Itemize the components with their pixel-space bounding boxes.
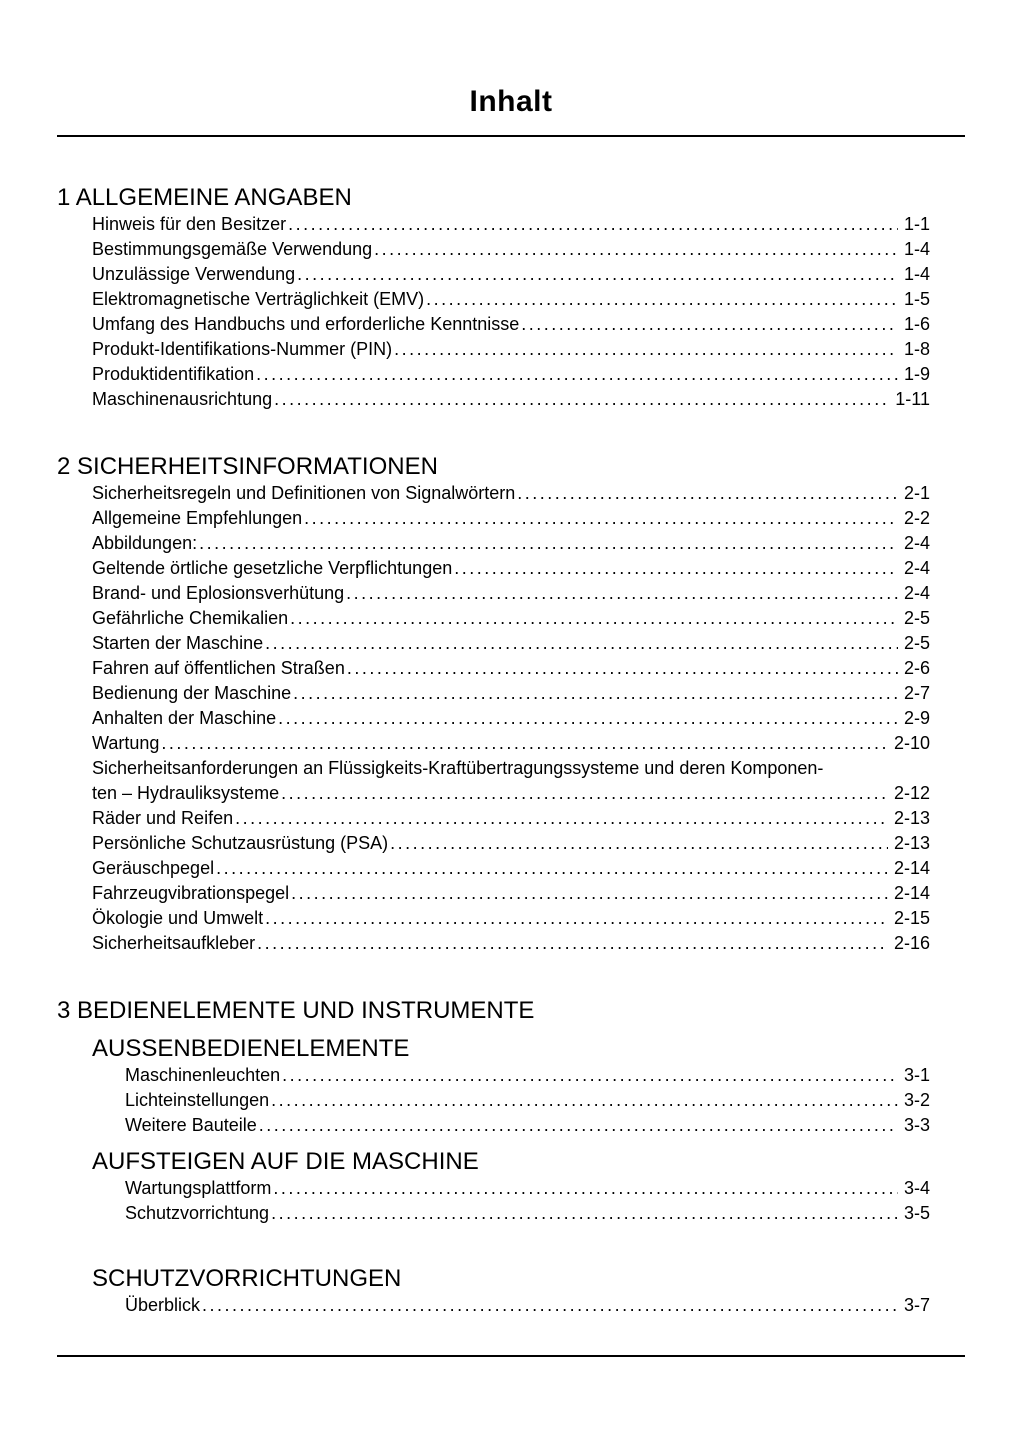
dot-leader <box>454 556 898 581</box>
toc-entry-label: Allgemeine Empfehlungen <box>92 508 303 528</box>
toc-entry <box>92 681 930 706</box>
toc-entry-label: Bedienung der Maschine <box>92 683 292 703</box>
title-divider <box>57 135 965 137</box>
toc-entry <box>92 906 930 931</box>
toc-entry-page: 2-12 <box>893 783 930 803</box>
toc-entry-label: Wartung <box>92 733 160 753</box>
dot-leader <box>265 631 898 656</box>
toc-entry-page: 2-15 <box>893 908 930 928</box>
dot-leader <box>394 337 898 362</box>
dot-leader <box>293 681 898 706</box>
dot-leader <box>282 1063 898 1088</box>
toc-entry-page: 2-14 <box>893 858 930 878</box>
dot-leader <box>265 906 888 931</box>
subsection-heading: AUSSENBEDIENELEMENTE <box>92 1035 410 1062</box>
dot-leader <box>346 581 898 606</box>
toc-entry <box>125 1201 930 1226</box>
toc-entry <box>92 631 930 656</box>
toc-entry-page: 2-5 <box>903 633 930 653</box>
dot-leader <box>271 1201 898 1226</box>
toc-entry-page: 2-2 <box>903 508 930 528</box>
toc-entry-label: Gefährliche Chemikalien <box>92 608 289 628</box>
dot-leader <box>304 506 898 531</box>
toc-entry-page: 2-13 <box>893 833 930 853</box>
toc-entry-page: 1-1 <box>903 214 930 234</box>
toc-entry-label: Starten der Maschine <box>92 633 264 653</box>
toc-entry-label: Fahren auf öffentlichen Straßen <box>92 658 345 678</box>
dot-leader <box>297 262 898 287</box>
dot-leader <box>288 212 898 237</box>
toc-entry-label: Sicherheitsanforderungen an Flüssigkeits-Kraftübertragungssysteme und deren Komponen- <box>92 758 824 778</box>
dot-leader <box>259 1113 898 1138</box>
toc-entry <box>125 1063 930 1088</box>
toc-entry-page: 2-4 <box>903 558 930 578</box>
toc-entry <box>92 237 930 262</box>
toc-entry-page: 1-11 <box>895 389 930 409</box>
toc-entry-label: Produktidentifikation <box>92 364 255 384</box>
dot-leader <box>216 856 888 881</box>
toc-entry <box>92 731 930 756</box>
toc-entry-label: Fahrzeugvibrationspegel <box>92 883 290 903</box>
dot-leader <box>521 312 898 337</box>
toc-entry-label: Geräuschpegel <box>92 858 215 878</box>
toc-entry-page: 2-14 <box>893 883 930 903</box>
toc-entry <box>125 1293 930 1318</box>
toc-entry-label: Überblick <box>125 1295 201 1315</box>
subsection-heading: SCHUTZVORRICHTUNGEN <box>92 1265 402 1292</box>
toc-entry-page: 1-6 <box>903 314 930 334</box>
dot-leader <box>256 362 898 387</box>
dot-leader <box>202 1293 898 1318</box>
toc-entry-page: 3-1 <box>903 1065 930 1085</box>
toc-entry-label: Maschinenausrichtung <box>92 389 273 409</box>
toc-entries <box>125 1063 965 1138</box>
toc-entry <box>92 556 930 581</box>
toc-entry-label: Bestimmungsgemäße Verwendung <box>92 239 373 259</box>
toc-entry-page: 1-8 <box>903 339 930 359</box>
toc-entry <box>92 656 930 681</box>
toc-entry-label: Umfang des Handbuchs und erforderliche Kenntnisse <box>92 314 520 334</box>
toc-entries <box>92 481 965 956</box>
dot-leader <box>274 387 889 412</box>
toc-entry-page: 2-7 <box>903 683 930 703</box>
toc-entry <box>92 531 930 556</box>
toc-entry <box>92 387 930 412</box>
toc-entry <box>92 856 930 881</box>
toc-entry <box>92 606 930 631</box>
dot-leader <box>374 237 898 262</box>
table-of-contents <box>57 183 965 1318</box>
dot-leader <box>161 731 888 756</box>
dot-leader <box>273 1176 898 1201</box>
toc-entry-page: 1-4 <box>903 239 930 259</box>
toc-entry-label: Wartungsplattform <box>125 1178 272 1198</box>
toc-entry-label: Brand- und Eplosionsverhütung <box>92 583 345 603</box>
toc-entry-label: Geltende örtliche gesetzliche Verpflichtungen <box>92 558 453 578</box>
toc-entry <box>92 312 930 337</box>
toc-entry-label: ten – Hydrauliksysteme <box>92 783 280 803</box>
toc-entry-page: 3-2 <box>903 1090 930 1110</box>
toc-entry <box>125 1113 930 1138</box>
toc-entry-label: Abbildungen: <box>92 533 198 553</box>
toc-entry <box>92 581 930 606</box>
toc-entry-label: Schutzvorrichtung <box>125 1203 270 1223</box>
toc-entry <box>92 931 930 956</box>
toc-entries <box>92 212 965 412</box>
toc-entry-page: 3-5 <box>903 1203 930 1223</box>
toc-entry-label: Sicherheitsregeln und Definitionen von Signalwörtern <box>92 483 516 503</box>
toc-entry <box>92 756 930 781</box>
toc-entry-page: 3-7 <box>903 1295 930 1315</box>
toc-entry <box>92 781 930 806</box>
toc-entry <box>92 831 930 856</box>
dot-leader <box>290 606 898 631</box>
toc-entry <box>92 262 930 287</box>
toc-entry-page: 2-4 <box>903 583 930 603</box>
toc-entry-page: 1-4 <box>903 264 930 284</box>
toc-entries <box>125 1293 965 1318</box>
toc-entry <box>92 212 930 237</box>
toc-entry-page: 2-10 <box>893 733 930 753</box>
toc-entry <box>92 506 930 531</box>
dot-leader <box>235 806 888 831</box>
toc-entry-page: 1-9 <box>903 364 930 384</box>
toc-entry-label: Anhalten der Maschine <box>92 708 277 728</box>
toc-entry-page: 2-4 <box>903 533 930 553</box>
toc-entry-label: Maschinenleuchten <box>125 1065 281 1085</box>
dot-leader <box>390 831 888 856</box>
dot-leader <box>278 706 898 731</box>
toc-entry-label: Persönliche Schutzausrüstung (PSA) <box>92 833 389 853</box>
dot-leader <box>517 481 898 506</box>
section-heading: 2 SICHERHEITSINFORMATIONEN <box>57 453 438 480</box>
toc-entry-page: 1-5 <box>903 289 930 309</box>
page-title: Inhalt <box>469 85 553 118</box>
toc-entry-label: Lichteinstellungen <box>125 1090 270 1110</box>
section-heading: 1 ALLGEMEINE ANGABEN <box>57 184 352 211</box>
subsection-heading: AUFSTEIGEN AUF DIE MASCHINE <box>92 1148 479 1175</box>
dot-leader <box>281 781 888 806</box>
toc-entry-label: Ökologie und Umwelt <box>92 908 264 928</box>
toc-entry-label: Sicherheitsaufkleber <box>92 933 256 953</box>
dot-leader <box>271 1088 898 1113</box>
dot-leader <box>291 881 888 906</box>
toc-entry-label: Unzulässige Verwendung <box>92 264 296 284</box>
toc-entry <box>92 881 930 906</box>
toc-entry <box>92 362 930 387</box>
toc-entry <box>92 706 930 731</box>
dot-leader <box>347 656 898 681</box>
toc-entry <box>92 806 930 831</box>
toc-entry-page: 3-3 <box>903 1115 930 1135</box>
toc-section <box>57 452 965 956</box>
toc-entry-label: Weitere Bauteile <box>125 1115 257 1135</box>
toc-entry-label: Produkt-Identifikations-Nummer (PIN) <box>92 339 393 359</box>
toc-entry-page: 2-1 <box>903 483 930 503</box>
toc-entry <box>125 1176 930 1201</box>
toc-entry-page: 2-16 <box>893 933 930 953</box>
toc-section <box>57 183 965 412</box>
toc-entry <box>92 481 930 506</box>
section-heading: 3 BEDIENELEMENTE UND INSTRUMENTE <box>57 997 535 1024</box>
toc-entry <box>92 337 930 362</box>
toc-entry <box>125 1088 930 1113</box>
toc-entry-label: Räder und Reifen <box>92 808 234 828</box>
toc-entry-page: 2-13 <box>893 808 930 828</box>
dot-leader <box>426 287 898 312</box>
dot-leader <box>199 531 898 556</box>
toc-entry-page: 2-5 <box>903 608 930 628</box>
toc-entries <box>125 1176 965 1226</box>
toc-entry-page: 2-6 <box>903 658 930 678</box>
toc-entry-page: 3-4 <box>903 1178 930 1198</box>
toc-entry-page: 2-9 <box>903 708 930 728</box>
footer-divider <box>57 1355 965 1357</box>
toc-section <box>57 996 965 1318</box>
toc-entry-label: Elektromagnetische Verträglichkeit (EMV) <box>92 289 425 309</box>
toc-entry <box>92 287 930 312</box>
toc-entry-label: Hinweis für den Besitzer <box>92 214 287 234</box>
dot-leader <box>257 931 888 956</box>
